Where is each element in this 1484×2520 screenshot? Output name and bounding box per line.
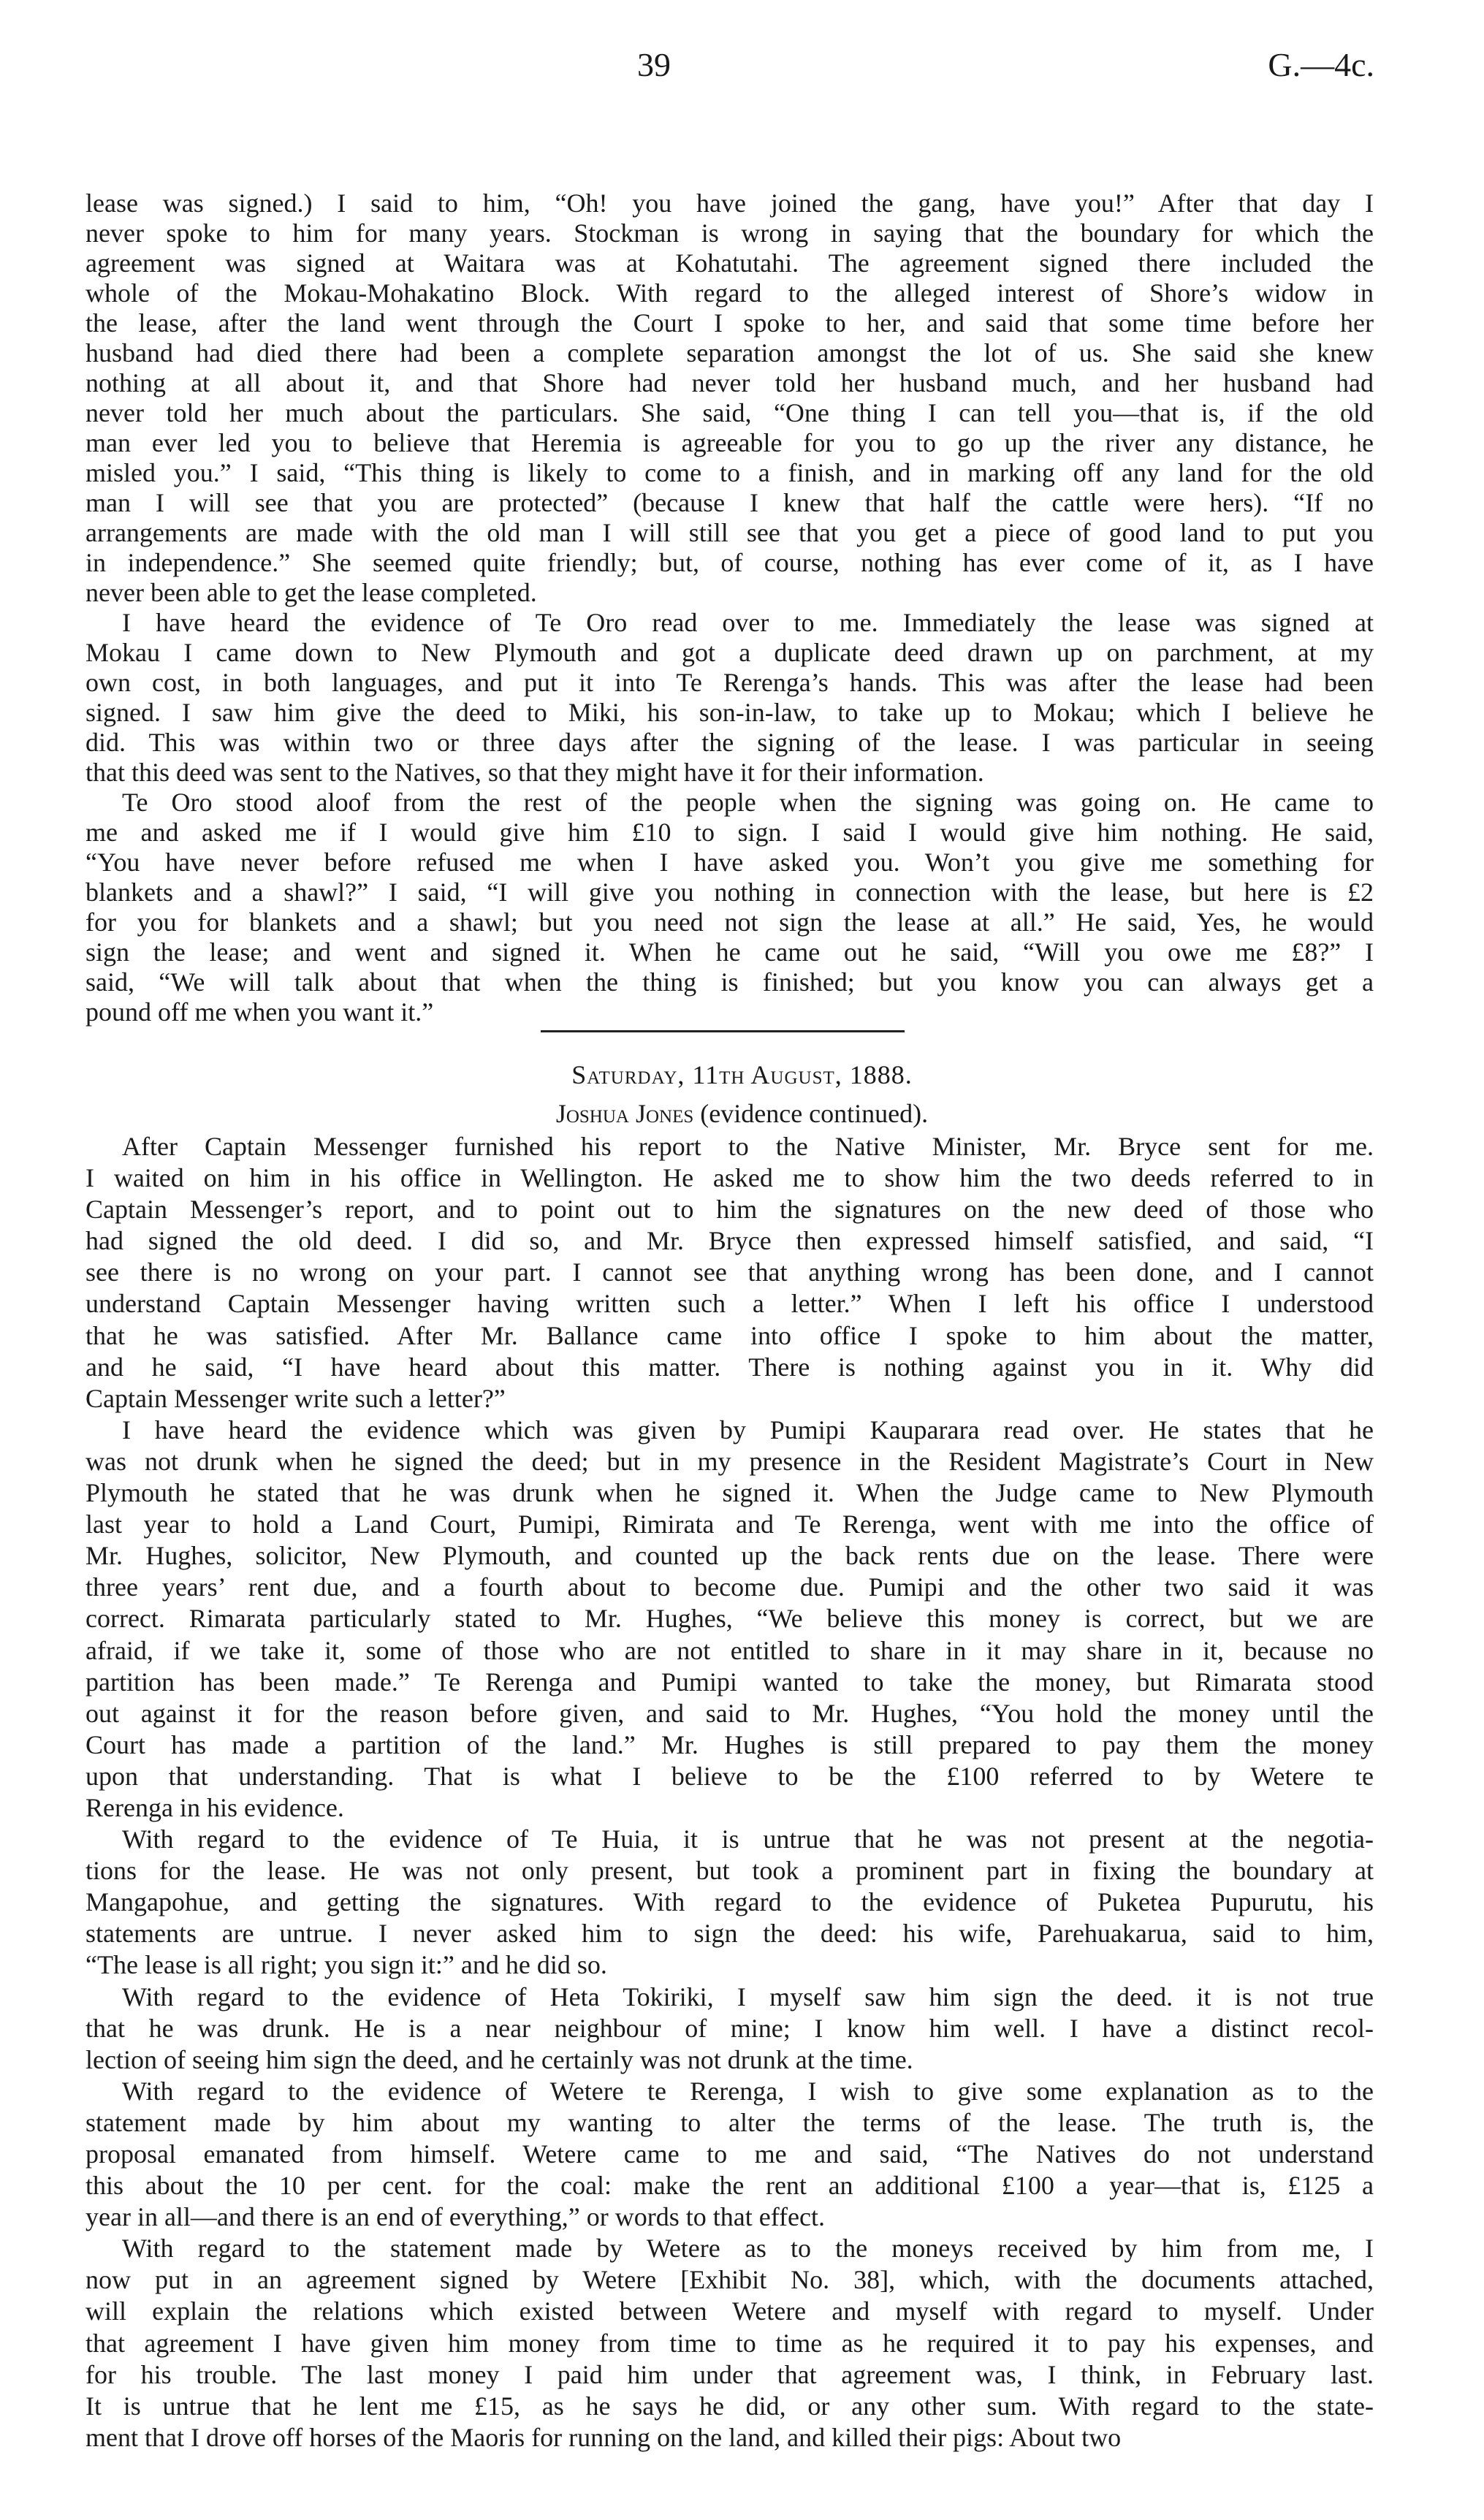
text-line: this about the 10 per cent. for the coal: make the rent an additional £100 a year—that is, £125 a <box>85 2171 1374 2201</box>
text-line: own cost, in both languages, and put it into Te Rerenga’s hands. This was after the lease had been <box>85 668 1374 697</box>
text-line: I have heard the evidence of Te Oro read over to me. Immediately the lease was signed at <box>122 608 1374 637</box>
text-line: After Captain Messenger furnished his report to the Native Minister, Mr. Bryce sent for me. <box>122 1132 1374 1161</box>
text-line: out against it for the reason before given, and said to Mr. Hughes, “You hold the money until the <box>85 1698 1374 1728</box>
text-line: “You have never before refused me when I have asked you. Won’t you give me something for <box>85 848 1374 877</box>
paragraph <box>85 1415 1374 1824</box>
text-line: that he was drunk. He is a near neighbour of mine; I know him well. I have a distinct recol- <box>85 2013 1374 2043</box>
text-line: signed. I saw him give the deed to Miki, his son-in-law, to take up to Mokau; which I believe he <box>85 698 1374 727</box>
text-line: With regard to the statement made by Wetere as to the moneys received by him from me, I <box>122 2234 1374 2264</box>
paragraph <box>85 1982 1374 2076</box>
text-line: never told her much about the particulars. She said, “One thing I can tell you—that is, if the old <box>85 398 1374 427</box>
witness-name: Joshua Jones <box>555 1099 694 1128</box>
text-line: for his trouble. The last money I paid him under that agreement was, I think, in February last. <box>85 2359 1374 2389</box>
text-line: partition has been made.” Te Rerenga and Pumipi wanted to take the money, but Rimarata stood <box>85 1667 1374 1697</box>
text-line: Plymouth he stated that he was drunk when he signed it. When the Judge came to New Plymouth <box>85 1478 1374 1508</box>
text-line: that he was satisfied. After Mr. Ballance came into office I spoke to him about the matter, <box>85 1320 1374 1350</box>
text-line: lection of seeing him sign the deed, and he certainly was not drunk at the time. <box>85 2044 913 2074</box>
text-line: me and asked me if I would give him £10 to sign. I said I would give him nothing. He said, <box>85 818 1374 847</box>
text-line: Mokau I came down to New Plymouth and got a duplicate deed drawn up on parchment, at my <box>85 638 1374 667</box>
text-line: had signed the old deed. I did so, and Mr. Bryce then expressed himself satisfied, and said, “I <box>85 1226 1374 1256</box>
text-line: With regard to the evidence of Te Huia, it is untrue that he was not present at the negotia- <box>122 1824 1374 1854</box>
document-reference: G.—4c. <box>1268 46 1374 83</box>
page-number: 39 <box>637 46 671 83</box>
text-line: Te Oro stood aloof from the rest of the people when the signing was going on. He came to <box>122 788 1374 817</box>
text-line: statements are untrue. I never asked him to sign the deed: his wife, Parehuakarua, said to him, <box>85 1919 1374 1949</box>
text-line: “The lease is all right; you sign it:” and he did so. <box>85 1950 607 1980</box>
text-line: With regard to the evidence of Wetere te Rerenga, I wish to give some explanation as to the <box>122 2076 1374 2106</box>
text-line: Captain Messenger’s report, and to point out to him the signatures on the new deed of those who <box>85 1195 1374 1225</box>
text-line: It is untrue that he lent me £15, as he says he did, or any other sum. With regard to the state- <box>85 2391 1374 2421</box>
text-line: man I will see that you are protected” (because I knew that half the cattle were hers). “If no <box>85 488 1374 517</box>
text-line: With regard to the evidence of Heta Tokiriki, I myself saw him sign the deed. it is not true <box>122 1982 1374 2011</box>
text-line: pound off me when you want it.” <box>85 997 434 1027</box>
text-line: was not drunk when he signed the deed; but in my presence in the Resident Magistrate’s Court in New <box>85 1446 1374 1476</box>
paragraph <box>85 2233 1374 2454</box>
paragraph <box>85 1824 1374 1981</box>
text-line: the lease, after the land went through the Court I spoke to her, and said that some time before her <box>85 308 1374 338</box>
text-line: ment that I drove off horses of the Maoris for running on the land, and killed their pigs: About two <box>85 2422 1122 2452</box>
text-line: year in all—and there is an end of everything,” or words to that effect. <box>85 2202 825 2232</box>
text-line: Mangapohue, and getting the signatures. With regard to the evidence of Puketea Pupurutu, his <box>85 1887 1374 1917</box>
text-line: will explain the relations which existed between Wetere and myself with regard to myself. Under <box>85 2296 1374 2326</box>
text-line: Rerenga in his evidence. <box>85 1792 344 1822</box>
text-line: upon that understanding. That is what I believe to be the £100 referred to by Wetere te <box>85 1761 1374 1791</box>
text-line: sign the lease; and went and signed it. When he came out he said, “Will you owe me £8?” I <box>85 937 1374 967</box>
paragraph <box>85 2076 1374 2233</box>
text-line: said, “We will talk about that when the thing is finished; but you know you can always get a <box>85 967 1374 997</box>
text-line: lease was signed.) I said to him, “Oh! you have joined the gang, have you!” After that day I <box>85 189 1374 218</box>
text-line: correct. Rimarata particularly stated to Mr. Hughes, “We believe this money is correct, but we are <box>85 1604 1374 1634</box>
date-heading: Saturday, 11th August, 1888. <box>571 1060 913 1089</box>
text-line: tions for the lease. He was not only present, but took a prominent part in fixing the boundary at <box>85 1856 1374 1886</box>
text-line: agreement was signed at Waitara was at Kohatutahi. The agreement signed there included the <box>85 248 1374 278</box>
text-line: I have heard the evidence which was given by Pumipi Kauparara read over. He states that he <box>122 1415 1374 1444</box>
text-line: in independence.” She seemed quite friendly; but, of course, nothing has ever come of it, as I have <box>85 548 1374 577</box>
text-line: now put in an agreement signed by Wetere [Exhibit No. 38], which, with the documents attached, <box>85 2265 1374 2295</box>
text-line: three years’ rent due, and a fourth about to become due. Pumipi and the other two said it was <box>85 1572 1374 1602</box>
section-divider <box>541 1030 905 1032</box>
text-line: that agreement I have given him money from time to time as he required it to pay his expenses, and <box>85 2328 1374 2358</box>
text-line: statement made by him about my wanting to alter the terms of the lease. The truth is, the <box>85 2107 1374 2137</box>
text-line: and he said, “I have heard about this matter. There is nothing against you in it. Why did <box>85 1352 1374 1382</box>
paragraph <box>85 1131 1374 1415</box>
text-line: proposal emanated from himself. Wetere came to me and said, “The Natives do not understand <box>85 2139 1374 2169</box>
text-line: Mr. Hughes, solicitor, New Plymouth, and counted up the back rents due on the lease. There were <box>85 1541 1374 1571</box>
text-line: misled you.” I said, “This thing is likely to come to a finish, and in marking off any land for the old <box>85 458 1374 487</box>
text-line: that this deed was sent to the Natives, so that they might have it for their information. <box>85 758 984 787</box>
text-line: nothing at all about it, and that Shore had never told her husband much, and her husband had <box>85 368 1374 397</box>
text-line: did. This was within two or three days after the signing of the lease. I was particular in seeing <box>85 728 1374 757</box>
text-line: husband had died there had been a complete separation amongst the lot of us. She said she knew <box>85 338 1374 368</box>
testimony-section-2 <box>85 1131 1374 2454</box>
text-line: blankets and a shawl?” I said, “I will give you nothing in connection with the lease, but here is £2 <box>85 878 1374 907</box>
text-line: whole of the Mokau-Mohakatino Block. With regard to the alleged interest of Shore’s widow in <box>85 278 1374 308</box>
text-line: for you for blankets and a shawl; but you need not sign the lease at all.” He said, Yes, he would <box>85 907 1374 937</box>
text-line: afraid, if we take it, some of those who are not entitled to share in it may share in it, because no <box>85 1635 1374 1665</box>
text-line: Court has made a partition of the land.” Mr. Hughes is still prepared to pay them the money <box>85 1729 1374 1759</box>
text-line: I waited on him in his office in Wellington. He asked me to show him the two deeds referred to in <box>85 1163 1374 1193</box>
testimony-section-1 <box>85 189 1374 1027</box>
witness-note: (evidence continued). <box>693 1099 929 1128</box>
witness-heading <box>0 1098 1484 1129</box>
text-line: understand Captain Messenger having written such a letter.” When I left his office I understood <box>85 1289 1374 1319</box>
text-line: arrangements are made with the old man I will still see that you get a piece of good land to put you <box>85 518 1374 547</box>
text-line: man ever led you to believe that Heremia is agreeable for you to go up the river any distance, he <box>85 428 1374 457</box>
text-line: see there is no wrong on your part. I cannot see that anything wrong has been done, and I cannot <box>85 1257 1374 1287</box>
text-line: never been able to get the lease completed. <box>85 578 537 607</box>
paragraph <box>85 788 1374 1027</box>
text-line: last year to hold a Land Court, Pumipi, Rimirata and Te Rerenga, went with me into the office of <box>85 1510 1374 1539</box>
text-line: Captain Messenger write such a letter?” <box>85 1383 506 1413</box>
text-line: never spoke to him for many years. Stockman is wrong in saying that the boundary for which the <box>85 218 1374 248</box>
paragraph <box>85 189 1374 608</box>
paragraph <box>85 608 1374 788</box>
